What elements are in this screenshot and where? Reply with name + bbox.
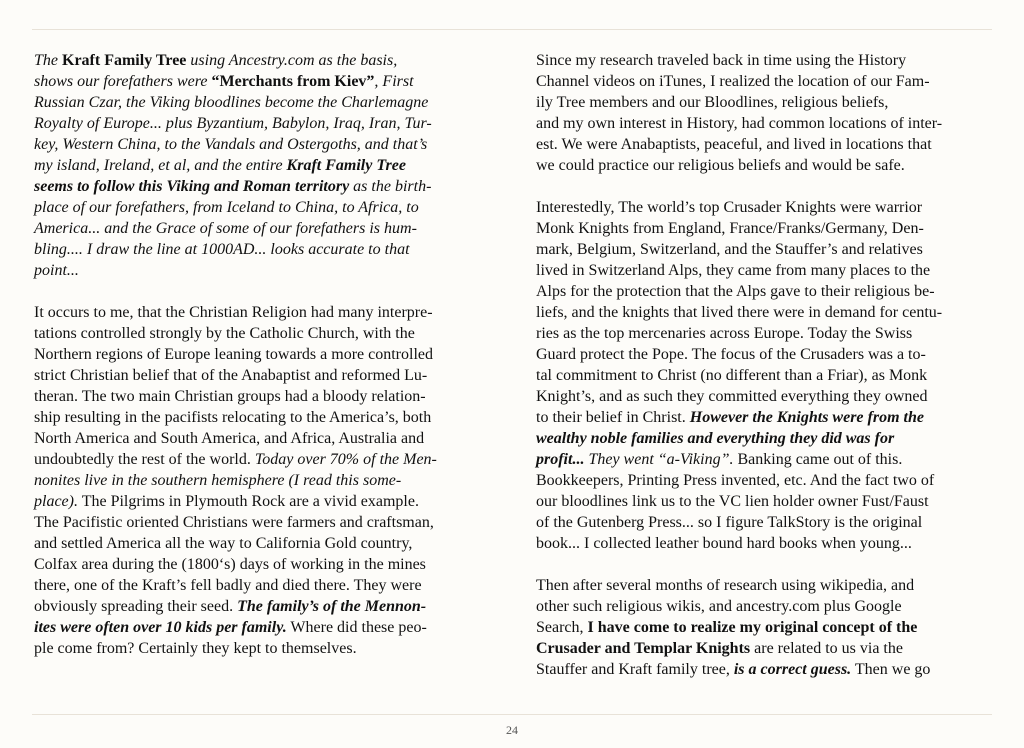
- text-line: [536, 344, 996, 365]
- paragraph: [536, 197, 996, 554]
- text-run: strict Christian belief that of the Anabaptist and reformed Lu-: [34, 367, 428, 384]
- text-line: [34, 323, 490, 344]
- text-run: of the Gutenberg Press... so I figure TalkStory is the original: [536, 514, 923, 531]
- text-run: undoubtedly the rest of the world.: [34, 451, 255, 468]
- right-text-column: [536, 50, 996, 680]
- text-run: tal commitment to Christ (no different than a Friar), as Monk: [536, 367, 928, 384]
- text-run: , First: [374, 73, 414, 90]
- text-line: [536, 323, 996, 344]
- text-line: [34, 218, 490, 239]
- text-run: Where did these peo-: [286, 619, 427, 636]
- text-run: Kraft Family Tree: [286, 157, 406, 174]
- text-line: [34, 113, 490, 134]
- text-run: nonites live in the southern hemisphere (I read this some-: [34, 472, 402, 489]
- text-line: [34, 155, 490, 176]
- text-run: Today over 70% of the Men-: [254, 451, 437, 468]
- text-run: Stauffer and Kraft family tree,: [536, 661, 734, 678]
- text-line: [34, 449, 490, 470]
- text-run: Interestedly, The world’s top Crusader Knights were warrior: [536, 199, 923, 216]
- text-run: However the Knights were from the: [689, 409, 924, 426]
- text-line: [536, 575, 996, 596]
- text-line: [34, 386, 490, 407]
- text-run: The: [34, 52, 62, 69]
- text-line: [536, 386, 996, 407]
- text-run: Then we go: [851, 661, 931, 678]
- text-run: The Pacifistic oriented Christians were farmers and craftsman,: [34, 514, 434, 531]
- text-run: Then after several months of research using wikipedia, and: [536, 577, 915, 594]
- text-run: as the birth-: [349, 178, 432, 195]
- text-run: Colfax area during the (1800‘s) days of working in the mines: [34, 556, 426, 573]
- text-line: [34, 512, 490, 533]
- text-run: Search,: [536, 619, 588, 636]
- text-line: [34, 638, 490, 659]
- text-run: bling.... I draw the line at 1000AD... looks accurate to that: [34, 241, 410, 258]
- text-run: Kraft Family Tree: [62, 52, 187, 69]
- text-line: [536, 113, 996, 134]
- text-line: [536, 155, 996, 176]
- text-run: seems to follow this Viking and Roman territory: [34, 178, 350, 195]
- text-run: The family’s of the Mennon-: [237, 598, 427, 615]
- text-run: They went “a-Viking”.: [584, 451, 734, 468]
- text-run: Alps for the protection that the Alps gave to their religious be-: [536, 283, 935, 300]
- text-line: [536, 407, 996, 428]
- text-line: [34, 365, 490, 386]
- paragraph: [536, 50, 996, 176]
- text-line: [536, 617, 996, 638]
- text-line: [536, 659, 996, 680]
- text-line: [536, 365, 996, 386]
- text-run: Russian Czar, the Viking bloodlines become the Charlemagne: [34, 94, 429, 111]
- text-run: Bookkeepers, Printing Press invented, etc. And the fact two of: [536, 472, 935, 489]
- text-run: Royalty of Europe... plus Byzantium, Babylon, Iraq, Iran, Tur-: [34, 115, 432, 132]
- text-run: obviously spreading their seed.: [34, 598, 238, 615]
- text-line: [34, 92, 490, 113]
- text-run: and settled America all the way to California Gold country,: [34, 535, 413, 552]
- text-run: Guard protect the Pope. The focus of the Crusaders was a to-: [536, 346, 926, 363]
- paragraph-gap: [34, 281, 490, 302]
- paragraph: [536, 575, 996, 680]
- text-run: est. We were Anabaptists, peaceful, and lived in locations that: [536, 136, 932, 153]
- text-run: place).: [34, 493, 78, 510]
- paragraph: [34, 302, 490, 659]
- text-line: [536, 134, 996, 155]
- text-line: [34, 470, 490, 491]
- text-line: [536, 470, 996, 491]
- text-run: tations controlled strongly by the Catholic Church, with the: [34, 325, 415, 342]
- text-run: my island, Ireland, et al, and the entire: [34, 157, 287, 174]
- text-run: America... and the Grace of some of our forefathers is hum-: [34, 220, 417, 237]
- text-line: [536, 239, 996, 260]
- text-line: [536, 281, 996, 302]
- text-run: “Merchants from Kiev”: [211, 73, 375, 90]
- text-line: [34, 533, 490, 554]
- text-run: there, one of the Kraft’s fell badly and died there. They were: [34, 577, 422, 594]
- text-run: is a correct guess.: [733, 661, 852, 678]
- text-line: [34, 50, 490, 71]
- text-line: [34, 176, 490, 197]
- text-line: [34, 617, 490, 638]
- text-line: [536, 197, 996, 218]
- text-run: Knight’s, and as such they committed everything they owned: [536, 388, 928, 405]
- text-line: [34, 197, 490, 218]
- paragraph-gap: [536, 554, 996, 575]
- text-run: I have come to realize my original concept of the: [587, 619, 918, 636]
- text-run: and my own interest in History, had common locations of inter-: [536, 115, 943, 132]
- text-run: ites were often over 10 kids per family.: [34, 619, 287, 636]
- text-run: Since my research traveled back in time using the History: [536, 52, 907, 69]
- text-line: [536, 218, 996, 239]
- text-line: [34, 134, 490, 155]
- text-run: It occurs to me, that the Christian Religion had many interpre-: [34, 304, 433, 321]
- text-line: [536, 50, 996, 71]
- text-line: [536, 302, 996, 323]
- text-line: [34, 71, 490, 92]
- text-line: [34, 491, 490, 512]
- text-run: other such religious wikis, and ancestry.com plus Google: [536, 598, 902, 615]
- text-line: [34, 260, 490, 281]
- text-line: [34, 554, 490, 575]
- text-run: ship resulting in the pacifists relocating to the America’s, both: [34, 409, 432, 426]
- text-line: [536, 71, 996, 92]
- text-line: [536, 449, 996, 470]
- text-run: book... I collected leather bound hard books when young...: [536, 535, 912, 552]
- text-line: [536, 428, 996, 449]
- text-line: [536, 533, 996, 554]
- text-line: [536, 260, 996, 281]
- paragraph-gap: [536, 176, 996, 197]
- text-run: ries as the top mercenaries across Europe. Today the Swiss: [536, 325, 913, 342]
- text-run: key, Western China, to the Vandals and Ostergoths, and that’s: [34, 136, 428, 153]
- text-line: [34, 596, 490, 617]
- text-line: [536, 491, 996, 512]
- text-run: are related to us via the: [750, 640, 903, 657]
- bottom-rule: [32, 714, 992, 715]
- text-line: [536, 638, 996, 659]
- paragraph: [34, 50, 490, 281]
- text-line: [536, 596, 996, 617]
- text-run: shows our forefathers were: [34, 73, 212, 90]
- text-line: [34, 239, 490, 260]
- text-line: [34, 575, 490, 596]
- text-run: profit...: [536, 451, 585, 468]
- text-run: Northern regions of Europe leaning towards a more controlled: [34, 346, 433, 363]
- text-run: ple come from? Certainly they kept to themselves.: [34, 640, 357, 657]
- text-run: lived in Switzerland Alps, they came from many places to the: [536, 262, 931, 279]
- text-run: Channel videos on iTunes, I realized the location of our Fam-: [536, 73, 930, 90]
- text-run: to their belief in Christ.: [536, 409, 690, 426]
- text-line: [536, 512, 996, 533]
- text-run: Banking came out of this.: [733, 451, 903, 468]
- text-run: North America and South America, and Africa, Australia and: [34, 430, 425, 447]
- text-line: [34, 344, 490, 365]
- text-run: liefs, and the knights that lived there were in demand for centu-: [536, 304, 943, 321]
- text-run: place of our forefathers, from Iceland to China, to Africa, to: [34, 199, 419, 216]
- text-line: [34, 407, 490, 428]
- text-line: [34, 428, 490, 449]
- text-run: theran. The two main Christian groups had a bloody relation-: [34, 388, 426, 405]
- text-run: Crusader and Templar Knights: [536, 640, 751, 657]
- text-run: The Pilgrims in Plymouth Rock are a vivid example.: [77, 493, 419, 510]
- text-run: using Ancestry.com as the basis,: [186, 52, 398, 69]
- text-line: [536, 92, 996, 113]
- text-run: wealthy noble families and everything they did was for: [536, 430, 895, 447]
- text-run: our bloodlines link us to the VC lien holder owner Fust/Faust: [536, 493, 929, 510]
- text-run: point...: [34, 262, 79, 279]
- text-run: Monk Knights from England, France/Franks/Germany, Den-: [536, 220, 924, 237]
- top-rule: [32, 29, 992, 30]
- text-run: mark, Belgium, Switzerland, and the Stauffer’s and relatives: [536, 241, 923, 258]
- text-line: [34, 302, 490, 323]
- page-number: 24: [506, 723, 518, 737]
- text-run: we could practice our religious beliefs and would be safe.: [536, 157, 905, 174]
- text-run: ily Tree members and our Bloodlines, religious beliefs,: [536, 94, 889, 111]
- left-text-column: [34, 50, 490, 659]
